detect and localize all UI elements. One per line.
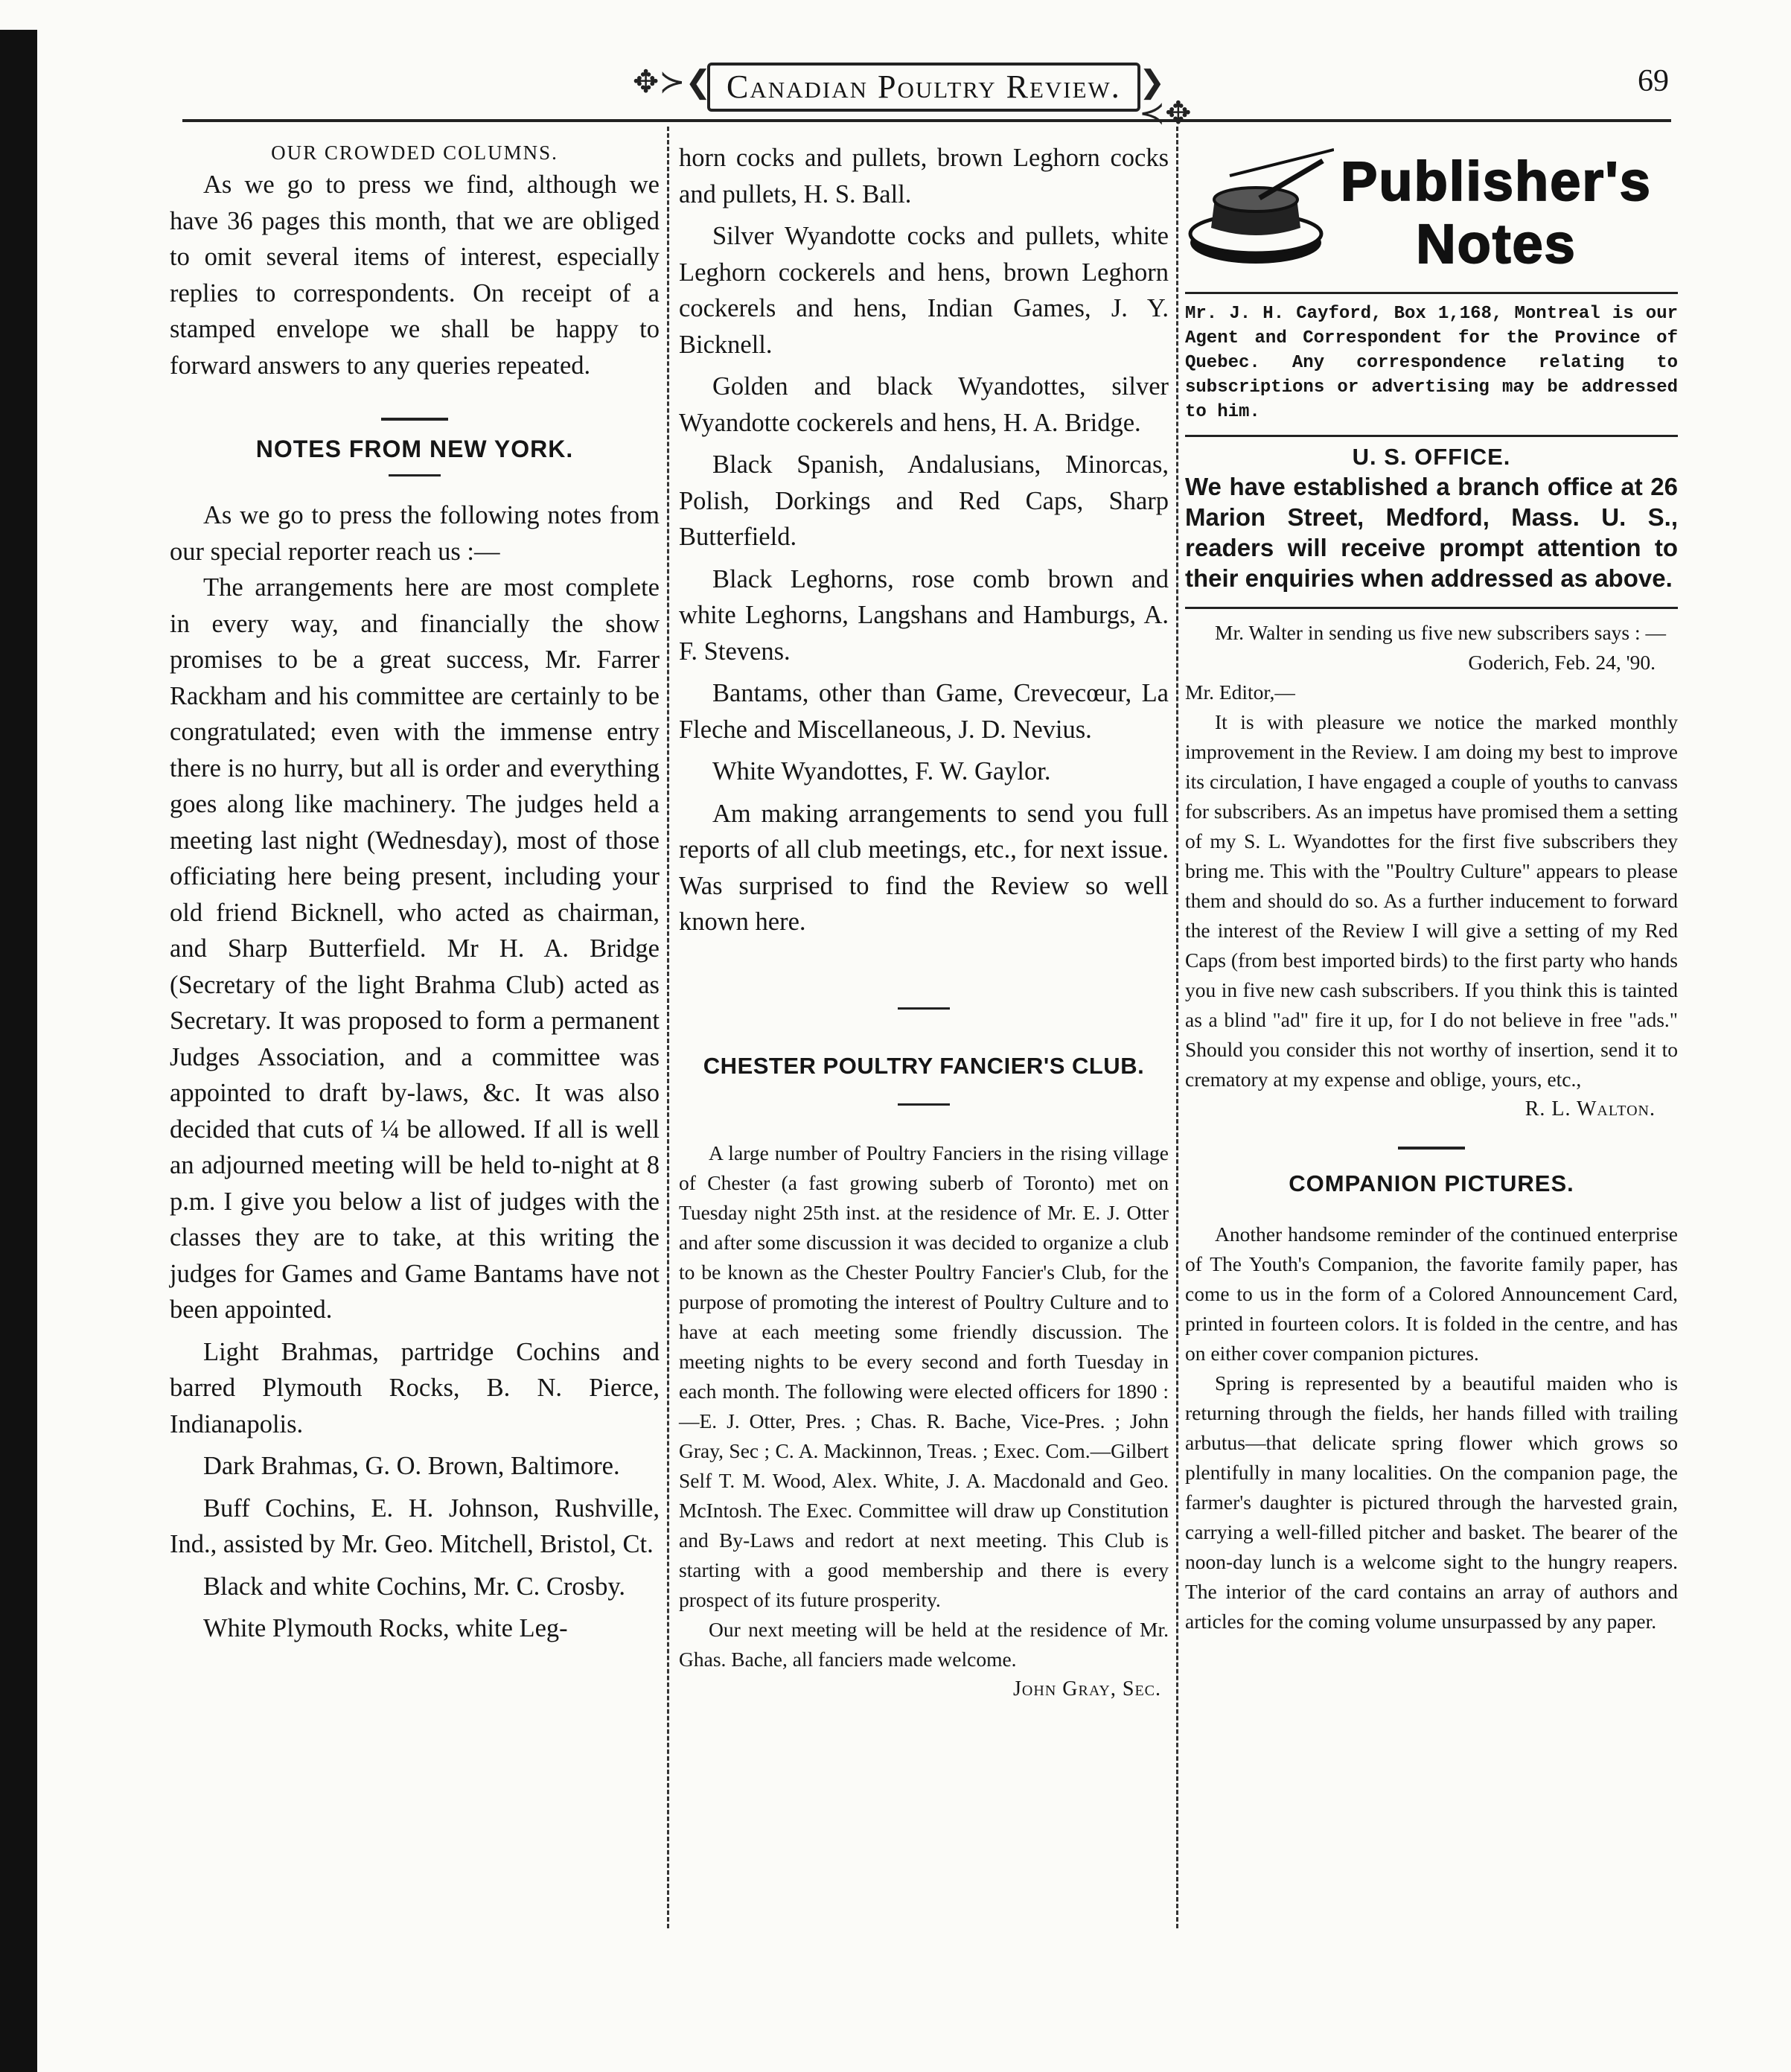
scroll-ornament-right: ❯≺✥: [1139, 66, 1192, 131]
section-rule: [389, 474, 441, 476]
judge-entry-continued: horn cocks and pullets, brown Leghorn cocks and pullets, H. S. Ball.: [679, 144, 1169, 208]
scroll-ornament-left: ✥≻❮: [633, 66, 712, 100]
masthead-title: Canadian Poultry Review.: [707, 63, 1140, 112]
new-york-heading: NOTES FROM NEW YORK.: [255, 436, 574, 462]
agent-notice: Mr. J. H. Cayford, Box 1,168, Montreal is our Agent and Correspondent for the Province of Quebec. Any correspondence relating to subscriptions or advertising may be addressed to him.: [1185, 304, 1678, 422]
judge-entry: Black Spanish, Andalusians, Minorcas, Polish, Dorkings and Red Caps, Sharp Butterfield.: [679, 450, 1169, 551]
section-rule: [1185, 607, 1678, 609]
walton-letter-body: It is with pleasure we notice the marked monthly improvement in the Review. I am doing my best to improve its circulation, I have engaged a couple of youths to canvass for subscribers. As an impetus have promised them a setting of my S. L. Wyandottes for the first five subscribers they bring me. This with the "Poultry Culture" appears to please them and should do so. As a further inducement to forward the interest of the Review I will give a setting of my Red Caps (from best imported birds) to the first party who hands you in five new cash subscribers. If you think this is tainted as a blind "ad" fire it up, for I do not believe in free "ads." Should you consider this not worthy of insertion, send it to crematory at my expense and oblige, yours, etc.,: [1185, 710, 1678, 1091]
new-york-body: The arrangements here are most complete in every way, and financially the show promises to be a great success, Mr. Farrer Rackham and his committee are certainly to be congratulated; even with the immense entry there is no hurry, but all is order and everything goes along like machinery. The judges held a meeting last night (Wednesday), most of those officiating here being present, including your old friend Bicknell, who acted as chairman, and Sharp Butterfield. Mr H. A. Bridge (Secretary of the light Brahma Club) acted as Secretary. It was proposed to form a permanent Judges Association, and a committee was appointed to draft by-laws, &c. It was also decided that cuts of ¼ be allowed. If all is well an adjourned meeting will be held to-night at 8 p.m. I give you below a list of judges with the classes they are to take, at this writing the judges for Games and Game Bantams have not been appointed.: [170, 573, 660, 1324]
header-rule: [182, 119, 1671, 122]
judge-entry: Light Brahmas, partridge Cochins and barred Plymouth Rocks, B. N. Pierce, Indianapolis.: [170, 1337, 660, 1438]
column-rule-2: [1176, 127, 1178, 1928]
judge-entry: Dark Brahmas, G. O. Brown, Baltimore.: [203, 1452, 620, 1480]
section-rule: [1398, 1147, 1465, 1150]
publishers-notes-title: Publisher's Notes: [1341, 150, 1652, 275]
judge-entry: Buff Cochins, E. H. Johnson, Rushville, Ind., assisted by Mr. Geo. Mitchell, Bristol, Ct.: [170, 1494, 660, 1558]
section-rule: [381, 418, 448, 421]
inkwell-icon: [1185, 146, 1334, 272]
us-office-heading: U. S. OFFICE.: [1352, 444, 1511, 470]
column-rule-1: [667, 127, 669, 1928]
judge-entry: Black Leghorns, rose comb brown and white Leghorns, Langshans and Hamburgs, A. F. Stevens.: [679, 564, 1169, 666]
scan-edge: [0, 30, 37, 2072]
judge-entry: Golden and black Wyandottes, silver Wyandotte cockerels and hens, H. A. Bridge.: [679, 372, 1169, 437]
chester-club-heading: CHESTER POULTRY FANCIER'S CLUB.: [703, 1052, 1145, 1079]
section-rule: [1185, 435, 1678, 437]
judge-entry: White Wyandottes, F. W. Gaylor.: [712, 757, 1051, 785]
column-3: [1185, 146, 1678, 1636]
walton-salutation: Mr. Editor,—: [1185, 680, 1295, 704]
companion-pictures-p1: Another handsome reminder of the continued enterprise of The Youth's Companion, the favorite family paper, has come to us in the form of a Colored Announcement Card, printed in fourteen colors. It is folded in the centre, and has on either cover companion pictures.: [1185, 1223, 1678, 1365]
judge-entry: Silver Wyandotte cocks and pullets, white Leghorn cockerels and hens, brown Leghorn cockerels and hens, Indian Games, J. Y. Bicknell.: [679, 222, 1169, 359]
section-rule: [898, 1007, 950, 1010]
judge-entry: Black and white Cochins, Mr. C. Crosby.: [203, 1572, 625, 1601]
page-number: 69: [1638, 64, 1669, 98]
walton-signature: R. L. Walton.: [1525, 1097, 1656, 1121]
crowded-columns-text: As we go to press we find, although we have 36 pages this month, that we are obliged to omit several items of interest, especially replies to correspondents. On receipt of a stamped envelope we shall be happy to forward answers to any queries repeated.: [170, 170, 660, 380]
crowded-columns-heading: OUR CROWDED COLUMNS.: [271, 141, 558, 164]
judge-entry: Bantams, other than Game, Crevecœur, La Fleche and Miscellaneous, J. D. Nevius.: [679, 679, 1169, 744]
chester-club-next-meeting: Our next meeting will be held at the residence of Mr. Ghas. Bache, all fanciers made welcome.: [679, 1617, 1169, 1671]
masthead: [625, 54, 1206, 131]
judge-entry: White Plymouth Rocks, white Leg-: [203, 1614, 568, 1642]
walton-letter-date: Goderich, Feb. 24, '90.: [1468, 651, 1656, 674]
walton-intro: Mr. Walter in sending us five new subscribers says : —: [1215, 621, 1667, 644]
chester-club-report: A large number of Poultry Fanciers in the rising village of Chester (a fast growing suberb of Toronto) met on Tuesday night 25th inst. at the residence of Mr. E. J. Otter and after some discussion it was decided to organize a club to be known as the Chester Poultry Fancier's Club, for the purpose of promoting the interest of Poultry Culture and to have at each meeting some friendly discussion. The meeting nights to be every second and forth Tuesday in each month. The following were elected officers for 1890 :—E. J. Otter, Pres. ; Chas. R. Bache, Vice-Pres. ; John Gray, Sec ; C. A. Mackinnon, Treas. ; Exec. Com.—Gilbert Self T. M. Wood, Alex. White, J. A. Macdonald and Geo. McIntosh. The Exec. Committee will draw up Constitution and By-Laws and redort at next meeting. This Club is starting with a good membership and there is every prospect of its future prosperity.: [679, 1141, 1169, 1611]
chester-club-signature: John Gray, Sec.: [1013, 1677, 1161, 1700]
companion-pictures-heading: COMPANION PICTURES.: [1289, 1170, 1574, 1196]
closing-paragraph: Am making arrangements to send you full reports of all club meetings, etc., for next issue. Was surprised to find the Review so well known here.: [679, 799, 1169, 936]
new-york-intro: As we go to press the following notes from our special reporter reach us :—: [170, 501, 660, 566]
section-rule: [1185, 292, 1678, 294]
us-office-notice: We have established a branch office at 26 Marion Street, Medford, Mass. U. S., readers will receive prompt attention to their enquiries when addressed as above.: [1185, 473, 1678, 592]
section-rule: [898, 1103, 950, 1106]
column-1: [170, 140, 660, 1647]
publishers-notes-logo: [1185, 146, 1678, 286]
column-2: [679, 140, 1169, 1701]
companion-pictures-p2: Spring is represented by a beautiful maiden who is returning through the fields, her hands filled with trailing arbutus—that delicate spring flower which grows so plentifully in many localities. On the companion page, the farmer's daughter is pictured through the harvested grain, carrying a well-filled pitcher and basket. The bearer of the noon-day lunch is a welcome sight to the hungry reapers. The interior of the card contains an array of authors and articles for the coming volume unsurpassed by any paper.: [1185, 1371, 1678, 1633]
